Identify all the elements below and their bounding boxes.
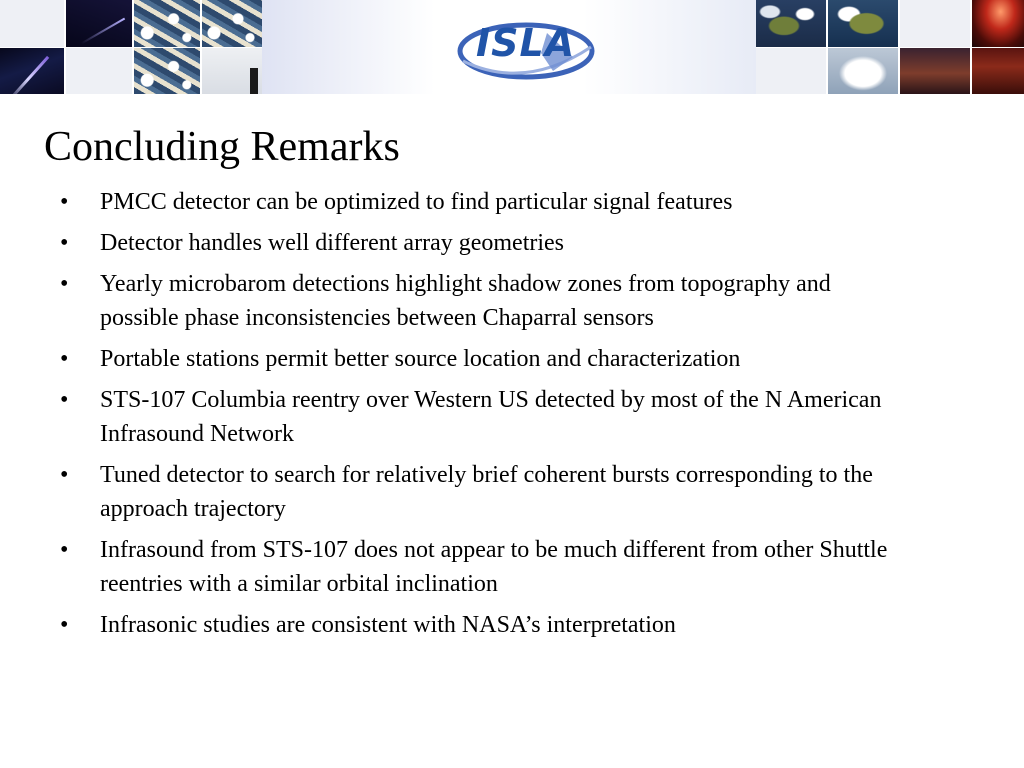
banner-tile-blank [756, 48, 826, 94]
bullet-item [56, 342, 906, 376]
bullet-text: Infrasound from STS-107 does not appear to be much different from other Shuttle reentries with a similar orbital inclination [100, 537, 888, 597]
bullet-text: Yearly microbarom detections highlight shadow zones from topography and possible phase inconsistencies between Chaparral sensors [100, 271, 831, 331]
logo-wordmark: ISLA [476, 21, 576, 65]
banner-tile-storm [828, 48, 898, 94]
bullet-item [56, 458, 906, 526]
bullet-item [56, 533, 906, 601]
bullet-item [56, 383, 906, 451]
bullet-dot-icon: • [60, 387, 69, 413]
bullet-dot-icon: • [60, 189, 69, 215]
bullet-item [56, 267, 906, 335]
banner-tile-meteor [0, 48, 64, 94]
bullet-dot-icon: • [60, 230, 69, 256]
bullet-text: PMCC detector can be optimized to find particular signal features [100, 189, 733, 215]
bullet-item [56, 185, 906, 219]
banner-tile-blank [66, 48, 132, 94]
banner-tile-wave-print [134, 48, 200, 94]
banner-tile-night-sky [66, 0, 132, 47]
sensor-pole [250, 68, 258, 94]
bullet-text: STS-107 Columbia reentry over Western US detected by most of the N American Infrasound Network [100, 387, 882, 447]
header-banner [0, 0, 1024, 94]
bullet-item [56, 226, 906, 260]
banner-tile-eruption [972, 0, 1024, 47]
bullet-text: Portable stations permit better source location and characterization [100, 346, 741, 372]
bullet-dot-icon: • [60, 537, 69, 563]
banner-tile-infrasound-sensor [202, 48, 262, 94]
bullet-list [56, 185, 906, 649]
bullet-text: Infrasonic studies are consistent with NASA’s interpretation [100, 612, 676, 638]
banner-tile-volcano [900, 48, 970, 94]
banner-tile-wave-print [202, 0, 262, 47]
banner-tile-lava [972, 48, 1024, 94]
banner-tile-earth [756, 0, 826, 47]
bullet-item [56, 608, 906, 642]
banner-tile-wave-print [134, 0, 200, 47]
banner-tile-blank [900, 0, 970, 47]
bullet-text: Detector handles well different array geometries [100, 230, 565, 256]
bullet-dot-icon: • [60, 346, 69, 372]
bullet-dot-icon: • [60, 612, 69, 638]
bullet-dot-icon: • [60, 271, 69, 297]
bullet-text: Tuned detector to search for relatively brief coherent bursts corresponding to the approach trajectory [100, 462, 873, 522]
slide-title: Concluding Remarks [44, 124, 400, 170]
banner-tile-blank [0, 0, 64, 47]
banner-tile-earth [828, 0, 898, 47]
bullet-dot-icon: • [60, 462, 69, 488]
